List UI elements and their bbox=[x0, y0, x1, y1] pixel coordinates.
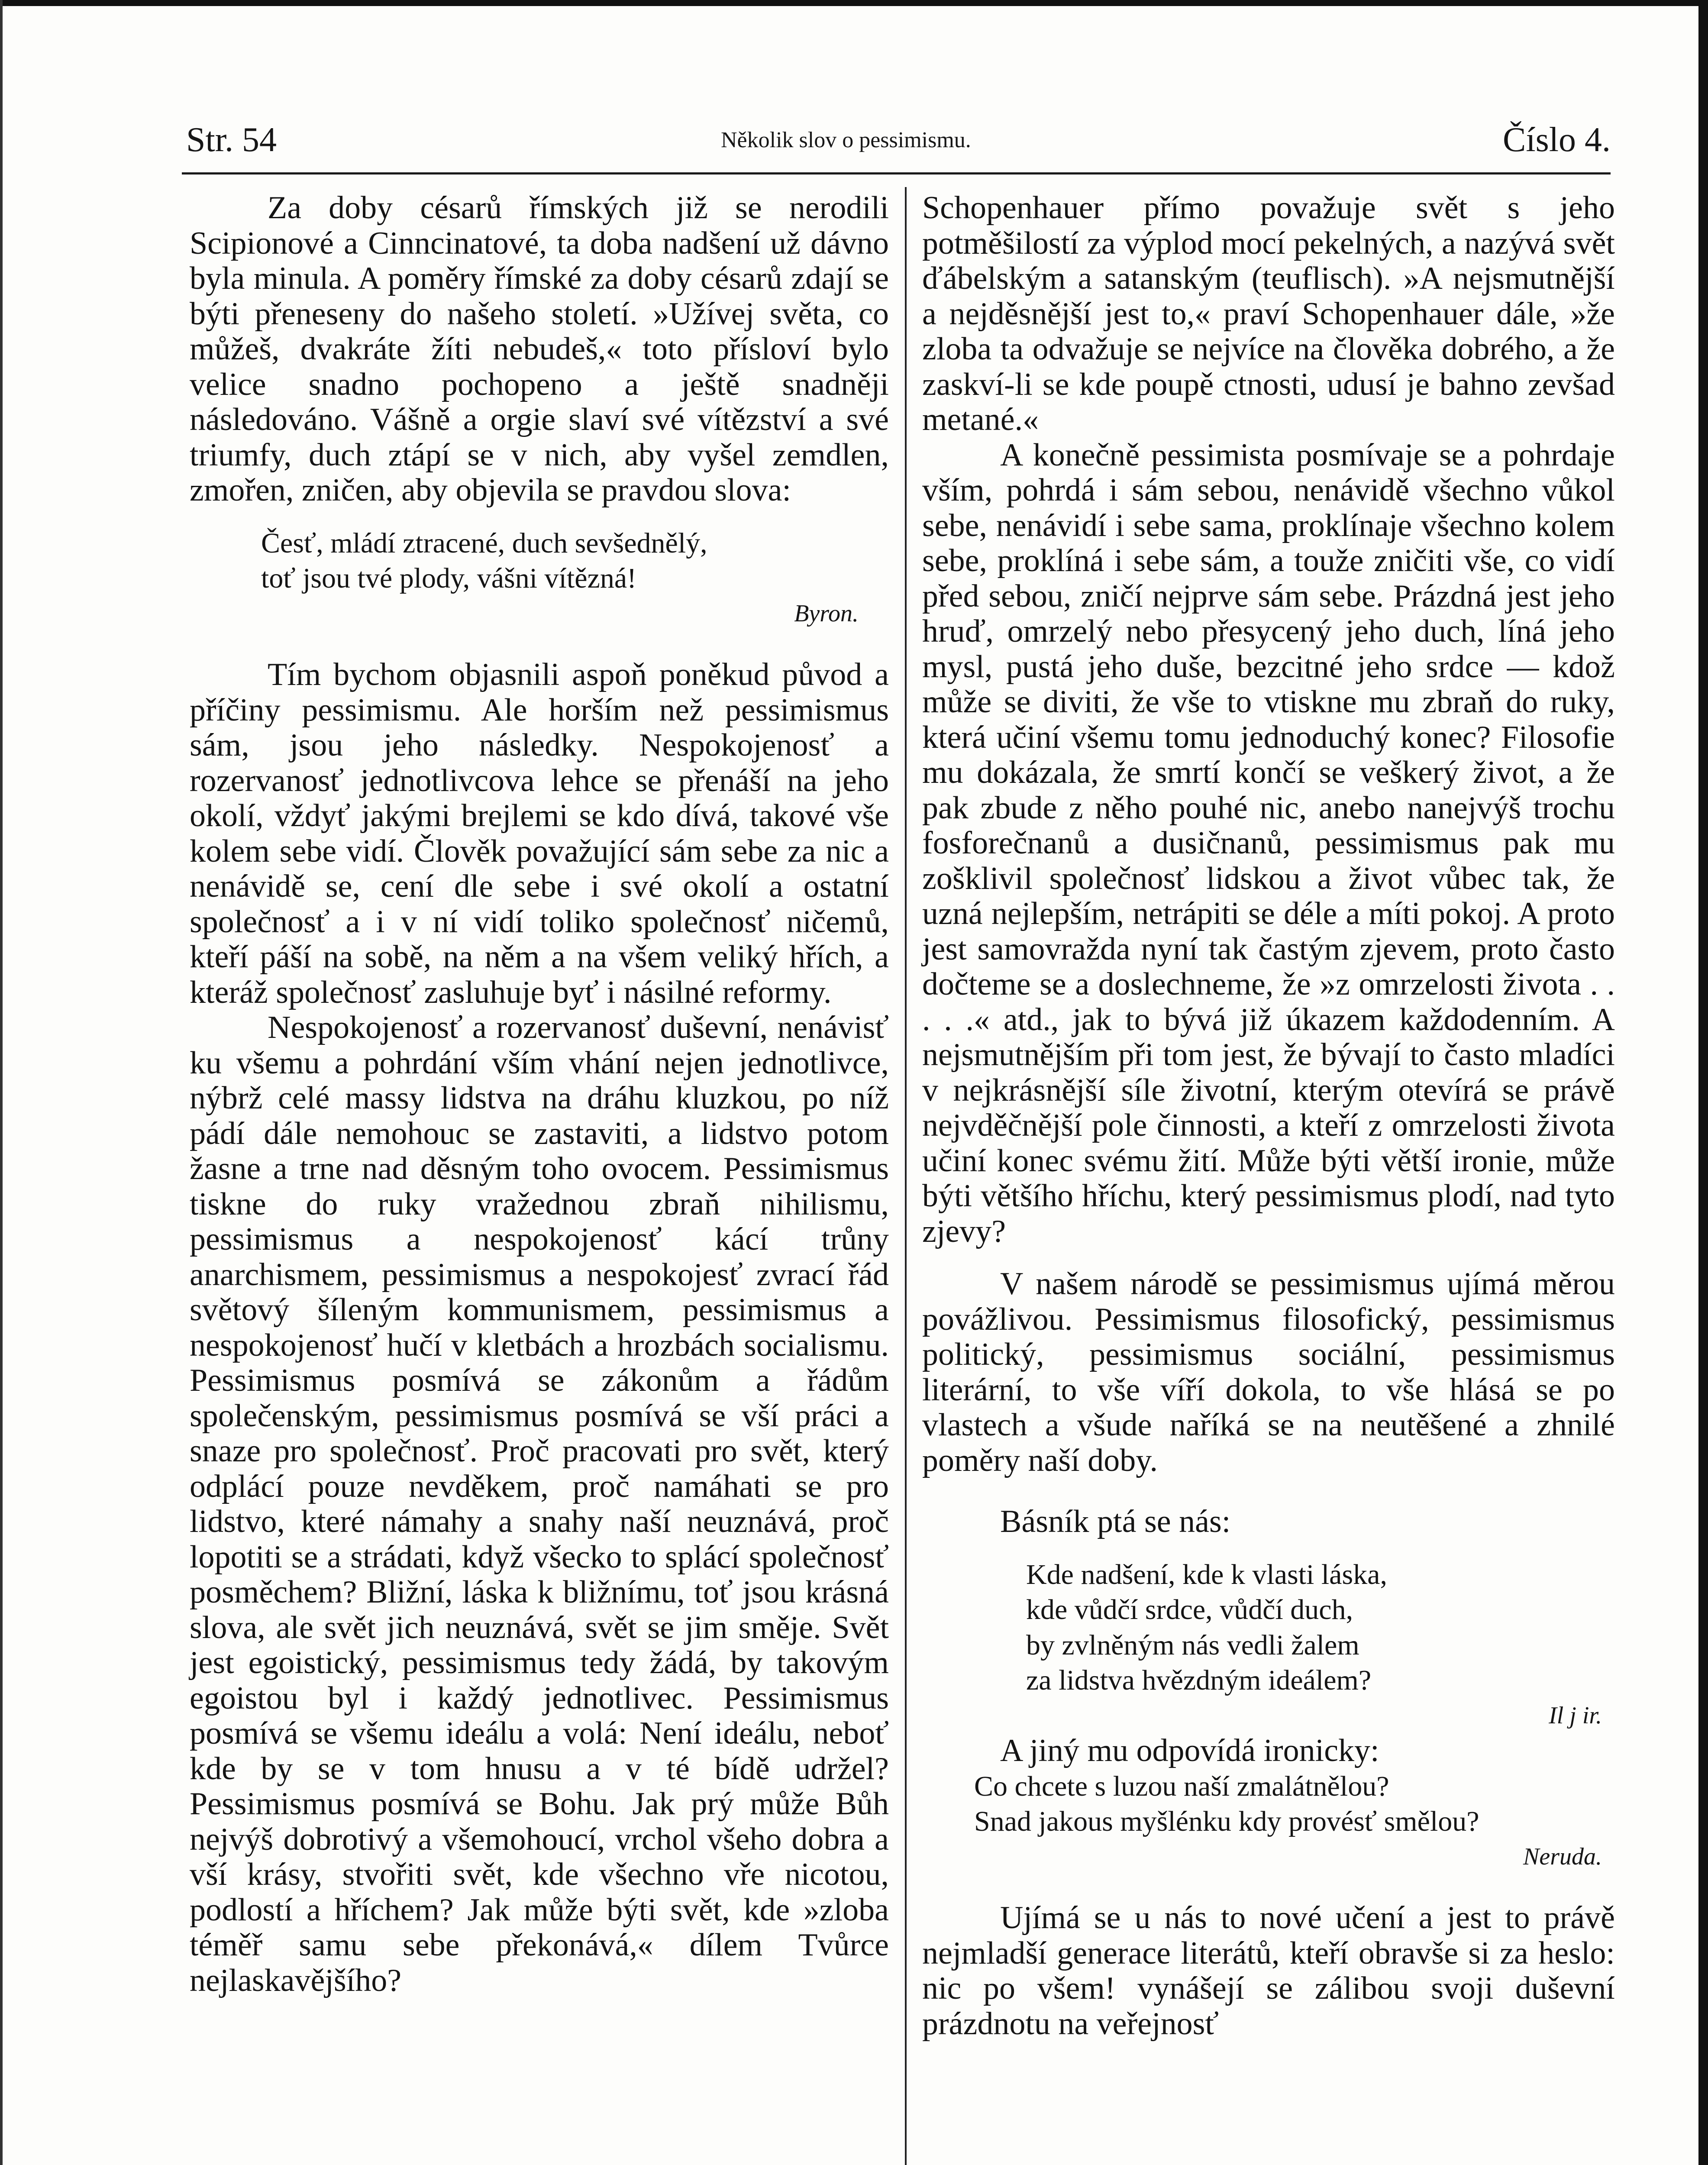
verse-author: Il j ir. bbox=[1549, 1702, 1602, 1729]
verse-line: toť jsou tvé plody, vášni vítězná! bbox=[261, 562, 637, 594]
verse-quote bbox=[922, 1769, 1615, 1875]
right-column bbox=[922, 191, 1615, 2042]
page-number: Str. 54 bbox=[186, 121, 277, 159]
header-rule bbox=[182, 172, 1611, 174]
scan-edge-left bbox=[0, 0, 3, 2165]
paragraph: Ujímá se u nás to nové učení a jest to právě nejmladší generace literátů, kteří obravše si za heslo: nic po všem! vynášejí se zálibou svoji duševní prázdnotu na veřejnosť bbox=[922, 1900, 1615, 2042]
paragraph: A konečně pessimista posmívaje se a pohrdaje vším, pohrdá i sám sebou, nenávidě všechno vůkol sebe, nenávidí i sebe sama, proklínaje všechno kolem sebe, proklíná i sebe sám, a touže zničiti vše, co vidí před sebou, zničí nejprve sám sebe. Prázdná jest jeho hruď, omrzelý nebo přesycený jeho duch, líná jeho mysl, pustá jeho duše, bezcitné jeho srdce — kdož může se diviti, že vše to vtiskne mu zbraň do ruky, která učiní všemu tomu jednoduchý konec? Filosofie mu dokázala, že smrtí končí se veškerý život, a že pak zbude z něho pouhé nic, anebo nanejvýš trochu fosforečnanů a dusičnanů, pessimismus pak mu zošklivil společnosť lidskou a život vůbec tak, že uzná nejlepším, netrápiti se déle a míti pokoj. A proto jest samovražda nyní tak častým zjevem, proto často dočteme se a doslechneme, že »z omrzelosti života . . . . .« atd., jak to bývá již úkazem každodenním. A nejsmutnějším při tom jest, že bývají to často mladíci v nejkrásnější síle životní, kterým otevírá se právě nejvděčnější pole činnosti, a kteří z omrzelosti života učiní konec svému žití. Může býti větší ironie, může býti většího hříchu, který pessimismus plodí, nad tyto zjevy? bbox=[922, 437, 1615, 1249]
verse-line: kde vůdčí srdce, vůdčí duch, bbox=[1026, 1594, 1353, 1625]
verse-line: by zvlněným nás vedli žalem bbox=[1026, 1629, 1359, 1661]
paragraph: Tím bychom objasnili aspoň poněkud původ a příčiny pessimismu. Ale horším než pessimismus sám, jsou jeho následky. Nespokojenosť a rozervanosť jednotlivcova lehce se přenáší na jeho okolí, vždyť jakými brejlemi se kdo dívá, takové vše kolem sebe vidí. Člověk považující sám sebe za nic a nenávidě se, cení dle sebe i své okolí a ostatní společnosť a i v ní vidí toliko společnosť ničemů, kteří páší na sobě, na něm a na všem veliký hřích, a kteráž společnosť zasluhuje byť i násilné reformy. bbox=[190, 657, 889, 1010]
verse-line: Česť, mládí ztracené, duch sevšednělý, bbox=[261, 527, 707, 559]
verse-line: Snad jakous myšlénku kdy provésť smělou? bbox=[974, 1806, 1479, 1837]
page-header bbox=[182, 116, 1611, 168]
paragraph: Za doby césarů římských již se nerodili Scipionové a Cinncinatové, ta doba nadšení už dávno byla minula. A poměry římské za doby césarů zdají se býti přeneseny do našeho století. »Užívej světa, co můžeš, dvakráte žíti nebudeš,« toto přísloví bylo velice snadno pochopeno a ještě snadněji následováno. Vášně a orgie slaví své vítězství a své triumfy, duch ztápí se v nich, aby vyšel zemdlen, zmořen, zničen, aby objevila se pravdou slova: bbox=[190, 190, 889, 508]
running-title: Několik slov o pessimismu. bbox=[721, 128, 971, 152]
verse-quote bbox=[190, 526, 889, 632]
verse-intro: A jiný mu odpovídá ironicky: bbox=[1000, 1733, 1379, 1768]
scan-edge-top bbox=[0, 0, 1708, 6]
verse-intro: Básník ptá se nás: bbox=[1000, 1504, 1231, 1539]
issue-number: Číslo 4. bbox=[1503, 121, 1611, 159]
verse-author: Byron. bbox=[794, 600, 859, 627]
verse-author: Neruda. bbox=[1523, 1843, 1602, 1870]
verse-line: Co chcete s luzou naší zmalátnělou? bbox=[974, 1770, 1389, 1802]
paragraph: V našem národě se pessimismus ujímá měrou povážlivou. Pessimismus filosofický, pessimismus politický, pessimismus sociální, pessimismus literární, to vše víří dokola, to vše hlásá se po vlastech a všude naříká se na neutěšené a zhnilé poměry naší doby. bbox=[922, 1266, 1615, 1478]
verse-line: za lidstva hvězdným ideálem? bbox=[1026, 1664, 1372, 1696]
scan-edge-right bbox=[1698, 0, 1708, 2165]
verse-line: Kde nadšení, kde k vlasti láska, bbox=[1026, 1558, 1387, 1590]
column-divider bbox=[905, 187, 907, 2165]
paragraph: Schopenhauer přímo považuje svět s jeho potměšilostí za výplod mocí pekelných, a nazývá svět ďábelským a satanským (teuflisch). »A nejsmutnější a nejděsnější jest to,« praví Schopenhauer dále, »že zloba ta odvažuje se nejvíce na člověka dobrého, a že zaskví-li se kde poupě ctnosti, udusí je bahno zevšad metané.« bbox=[922, 190, 1615, 437]
left-column bbox=[190, 191, 889, 1998]
paragraph: Nespokojenosť a rozervanosť duševní, nenávisť ku všemu a pohrdání vším vhání nejen jednotlivce, nýbrž celé massy lidstva na dráhu kluzkou, po níž pádí dále nemohouc se zastaviti, a lidstvo potom žasne a trne nad děsným toho ovocem. Pessimismus tiskne do ruky vražednou zbraň nihilismu, pessimismus a nespokojenosť kácí trůny anarchismem, pessimismus a nespokojesť zvrací řád světový šíleným kommunismem, pessimismus a nespokojenosť hučí v kletbách a hrozbách socialismu. Pessimismus posmívá se zákonům a řádům společenským, pessimismus posmívá se vší práci a snaze pro společnosť. Proč pracovati pro svět, který odplácí pouze nevděkem, proč namáhati se pro lidstvo, které námahy a snahy naší neuznává, proč lopotiti se a strádati, když všecko to splácí společnosť posměchem? Bližní, láska k bližnímu, toť jsou krásná slova, ale svět jich neuznává, svět se jim směje. Svět jest egoistický, pessimismus tedy žádá, by takovým egoistou byl i každý jednotlivec. Pessimismus posmívá se všemu ideálu a volá: Není ideálu, neboť kde by se v tom hnusu a v té bídě udržel? Pessimismus posmívá se Bohu. Jak prý může Bůh nejvýš dobrotivý a všemohoucí, vrchol všeho dobra a vší krásy, stvořiti svět, kde všechno vře nicotou, podlostí a hříchem? Jak může býti svět, kde »zloba téměř samu sebe překonává,« dílem Tvůrce nejlaskavějšího? bbox=[190, 1010, 889, 1998]
verse-quote bbox=[922, 1557, 1615, 1734]
